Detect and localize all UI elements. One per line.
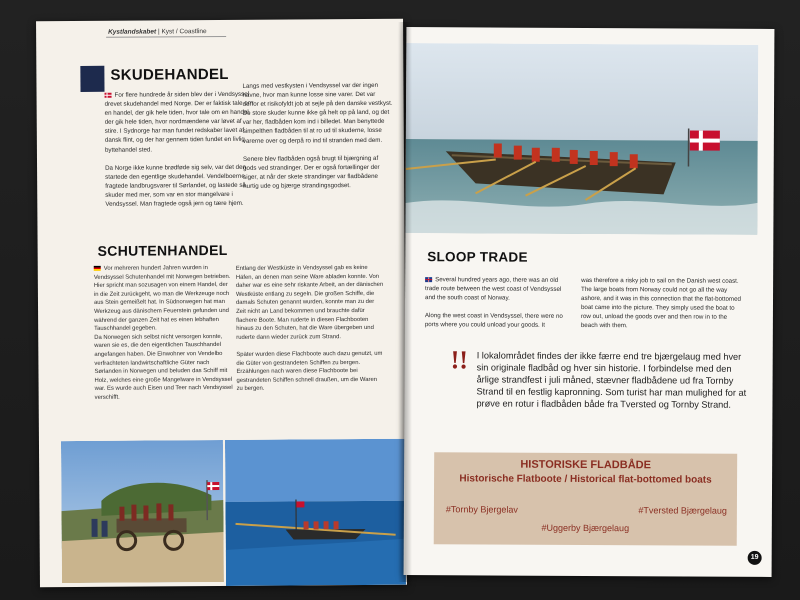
flatboat-race-illustration (405, 43, 758, 235)
sloop-trade-col1 (425, 275, 567, 330)
historic-flatboats-box (434, 452, 737, 546)
historic-title: HISTORISKE FLADBÅDE (520, 458, 651, 472)
skudehandel-col1 (105, 90, 256, 209)
sloop-trade-col2: was therefore a risky job to sail on the Danish west coast. The large boats from Norway could not go all the way ashore, and it was in this connection that the flat-bottomed boat came into the picture. They simply used the boat to row out, unload the goods over and then row in to the beach with them. (580, 276, 741, 330)
schutenhandel-title: SCHUTENHANDEL (97, 241, 228, 259)
skudehandel-title: SKUDEHANDEL (110, 65, 229, 84)
exclamation-icon: !! (450, 345, 469, 375)
historic-tag-tornby: #Tornby Bjergelav (445, 504, 518, 515)
breadcrumb: Kystlandskabet | Kyst / Coastline (108, 28, 207, 36)
sloop-trade-col1-text: Several hundred years ago, there was an old trade route between the west coast of Vendsyssel and the south coast of Norway. Along the west coast in Vendsyssel, there were no ports where you could unload your goods. It (424, 276, 563, 330)
page-number: 19 (748, 551, 762, 565)
fact-box-text: I lokalområdet findes der ikke færre end tre bjærgelaug med hver sin originale fladbåd og hver sin historie. I forbindelse med den årlige strandfest i juli måned, stævner fladbådene ud fra Tornby Strand til en festlig kapronning. Som turist har man mulighed for at prøve en rotur i fladbåden både fra Tversted og Tornby Strand. (476, 350, 747, 410)
sloop-trade-title: SLOOP TRADE (427, 249, 528, 265)
danish-flag-icon (105, 93, 112, 98)
left-page (36, 19, 407, 588)
german-flag-icon (94, 266, 101, 271)
schutenhandel-col1 (94, 264, 235, 402)
skudehandel-col1-text: For flere hundrede år siden blev der i Vendsyssel drevet skudehandel med Norge. Der er faktisk tale om en handel, der gik hele tiden, hvor tale om en handel, der gik hele tiden, hvor nordmændene var løvet af stire. I Sydnorge har man fundet redskaber lavet af dansk flint, og der har gennem tiden fundet en livlig byttehandel sted. Da Norge ikke kunne brødføde sig selv, var det den startede den egentlige skudehandel. Vendelboerne fragtede landbrugsvarer til Sørlandet, og lastede så skuder med mer, som var en stor mangelvare i Vendsyssel. Man fragtede også jern og tære hjem. (104, 90, 253, 208)
beach-cart-illustration (61, 440, 224, 583)
uk-flag-icon (425, 277, 432, 282)
historic-subtitle: Historische Flatboote / Historical flat-bottomed boats (459, 473, 712, 486)
skudehandel-col2: Langs med vestkysten i Vendsyssel var der ingen havne, hvor man kunne losse sine varer. Det var derfor et risikofyldt job at sejle på den danske vestkyst. De store skuder kunne ikke gå helt op på land, og det var her, fladbåden kom ind i billedet. Man benyttede simpelthen fladbåden til at ro ud til skuderne, losse varerne over og derpå ro ind til stranden med dem. Senere blev fladbåden også brugt til bjærgning af gods ved strandinger. Der er også fortællinger der siger, at når der skete strandinger var fladbådene hurtig ude og bjærge strandingsgodset. (242, 81, 393, 190)
flatboat-race-photo (405, 43, 758, 235)
rowing-boat-photo (225, 439, 406, 586)
historic-tag-tversted: #Tversted Bjærgelaug (638, 505, 727, 516)
section-marker (80, 66, 104, 92)
schutenhandel-col1-text: Vor mehreren hundert Jahren wurden in Vendsyssel Schutenhandel mit Norwegen betrieben. Hier spricht man sozusagen von einem Handel, der in die Zeit zurückgeht, wo man die Werkzeuge noch aus Stein gemeißelt hat. In Südnorwegen hat man Werkzeug aus dänischem Feuerstein gefunden und während der ganzen Zeit hat es einen lebhaften Tauschhandel gegeben. Da Norwegen sich selbst nicht versorgen konnte, waren sie es, die den eigentlichen Tauschhandel angefangen haben. Die Einwohner von Vendelbo verfrachteten landwirtschaftliche Güter nach Sørlanden in Norwegen und beluden das Schiff mit Holz, welches eine große Mangelware in Vendsyssel war. Es wurde auch Eisen und Teer nach Vendsyssel verschifft. (93, 265, 233, 401)
breadcrumb-section: Kystlandskabet (108, 28, 157, 36)
breadcrumb-rule (106, 36, 226, 38)
schutenhandel-col2: Entlang der Westküste in Vendsyssel gab es keine Häfen, an denen man seine Ware abladen konnte. Von daher war es eine sehr riskante Arbeit, an der dänischen Westküste entlang zu segeln. Die großen Schiffe, die damals Schuten genannt wurden, konnte man zu der Zeit nicht an Land bekommen und brauchte dafür flachere Boote. Man ruderte in diesen Flachbooten hinaus zu den Schuten, hat die Ware übergeben und ruderte dann wieder zurück zum Strand. Später wurden diese Flachboote auch dazu genutzt, um die Güter von gestrandeten Schiffen zu bergen. Erzählungen nach waren diese Flachboote bei gestrandeten Schiffen schnell draußen, um die Waren zu bergen. (235, 264, 384, 393)
rowing-boat-illustration (225, 439, 406, 586)
historic-tag-uggerby: #Uggerby Bjærgelaug (541, 522, 630, 534)
breadcrumb-sub: Kyst / Coastline (161, 28, 207, 36)
beach-cart-photo (61, 440, 224, 583)
book-spine (398, 22, 412, 582)
right-page (404, 27, 775, 577)
